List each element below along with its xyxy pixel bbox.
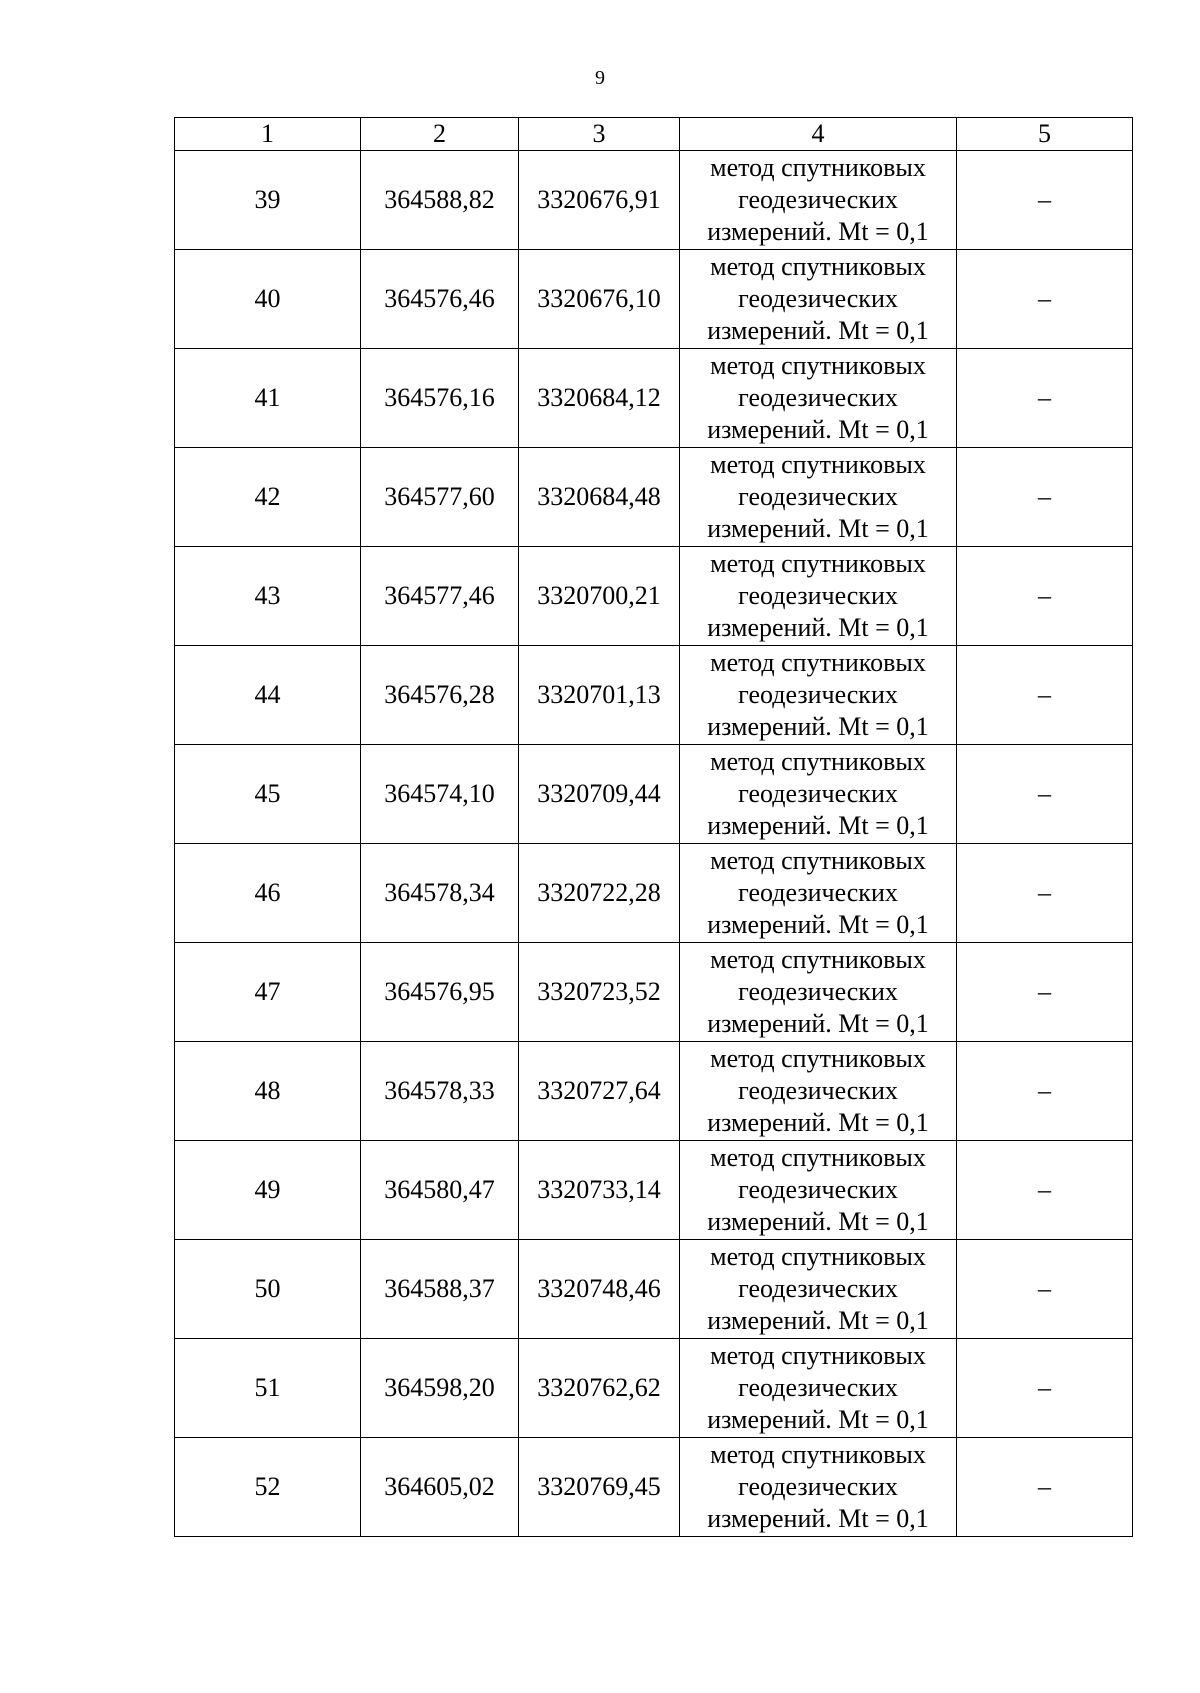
note-cell: – [957, 1042, 1133, 1141]
method-line: измерений. Mt = 0,1 [707, 712, 929, 741]
point-number-cell: 39 [175, 151, 361, 250]
point-number-cell: 41 [175, 349, 361, 448]
x-coordinate-cell: 364576,46 [361, 250, 519, 349]
method-line: измерений. Mt = 0,1 [707, 1504, 929, 1533]
x-coordinate-cell: 364576,28 [361, 646, 519, 745]
table-row [175, 1438, 1133, 1537]
x-coordinate-cell: 364577,46 [361, 547, 519, 646]
table-row [175, 745, 1133, 844]
y-coordinate-cell: 3320676,10 [519, 250, 680, 349]
point-number-cell: 45 [175, 745, 361, 844]
y-coordinate-cell: 3320684,12 [519, 349, 680, 448]
method-line: геодезических [738, 1274, 898, 1303]
column-header-1: 1 [175, 118, 361, 151]
point-number-cell: 46 [175, 844, 361, 943]
method-line: измерений. Mt = 0,1 [707, 514, 929, 543]
method-line: геодезических [738, 1472, 898, 1501]
method-line: измерений. Mt = 0,1 [707, 1405, 929, 1434]
method-cell [680, 250, 957, 349]
table-row [175, 1240, 1133, 1339]
x-coordinate-cell: 364578,33 [361, 1042, 519, 1141]
table-row [175, 250, 1133, 349]
method-cell [680, 1438, 957, 1537]
note-cell: – [957, 151, 1133, 250]
point-number-cell: 49 [175, 1141, 361, 1240]
method-line: геодезических [738, 383, 898, 412]
table-row [175, 349, 1133, 448]
method-line: геодезических [738, 878, 898, 907]
x-coordinate-cell: 364577,60 [361, 448, 519, 547]
method-line: измерений. Mt = 0,1 [707, 415, 929, 444]
method-cell [680, 646, 957, 745]
method-line: измерений. Mt = 0,1 [707, 1108, 929, 1137]
method-cell [680, 1339, 957, 1438]
method-line: метод спутниковых [710, 450, 926, 479]
x-coordinate-cell: 364580,47 [361, 1141, 519, 1240]
column-header-3: 3 [519, 118, 680, 151]
method-line: метод спутниковых [710, 1143, 926, 1172]
y-coordinate-cell: 3320727,64 [519, 1042, 680, 1141]
point-number-cell: 52 [175, 1438, 361, 1537]
method-cell [680, 448, 957, 547]
x-coordinate-cell: 364574,10 [361, 745, 519, 844]
method-line: метод спутниковых [710, 1242, 926, 1271]
method-line: измерений. Mt = 0,1 [707, 1009, 929, 1038]
method-line: метод спутниковых [710, 1044, 926, 1073]
method-line: геодезических [738, 779, 898, 808]
y-coordinate-cell: 3320733,14 [519, 1141, 680, 1240]
point-number-cell: 44 [175, 646, 361, 745]
table-row [175, 448, 1133, 547]
method-line: геодезических [738, 680, 898, 709]
point-number-cell: 50 [175, 1240, 361, 1339]
method-line: геодезических [738, 581, 898, 610]
method-line: геодезических [738, 185, 898, 214]
note-cell: – [957, 1339, 1133, 1438]
method-cell [680, 844, 957, 943]
method-line: метод спутниковых [710, 846, 926, 875]
y-coordinate-cell: 3320701,13 [519, 646, 680, 745]
note-cell: – [957, 250, 1133, 349]
table-row [175, 547, 1133, 646]
table-row [175, 1339, 1133, 1438]
method-line: метод спутниковых [710, 1341, 926, 1370]
table-row [175, 646, 1133, 745]
column-header-2: 2 [361, 118, 519, 151]
note-cell: – [957, 844, 1133, 943]
x-coordinate-cell: 364576,16 [361, 349, 519, 448]
y-coordinate-cell: 3320723,52 [519, 943, 680, 1042]
note-cell: – [957, 646, 1133, 745]
method-line: метод спутниковых [710, 747, 926, 776]
point-number-cell: 42 [175, 448, 361, 547]
method-cell [680, 1240, 957, 1339]
method-line: метод спутниковых [710, 1440, 926, 1469]
note-cell: – [957, 943, 1133, 1042]
table-row [175, 844, 1133, 943]
method-line: метод спутниковых [710, 549, 926, 578]
method-cell [680, 349, 957, 448]
point-number-cell: 43 [175, 547, 361, 646]
method-line: измерений. Mt = 0,1 [707, 1306, 929, 1335]
method-line: геодезических [738, 977, 898, 1006]
y-coordinate-cell: 3320709,44 [519, 745, 680, 844]
method-line: измерений. Mt = 0,1 [707, 811, 929, 840]
note-cell: – [957, 1141, 1133, 1240]
column-header-4: 4 [680, 118, 957, 151]
note-cell: – [957, 448, 1133, 547]
x-coordinate-cell: 364605,02 [361, 1438, 519, 1537]
y-coordinate-cell: 3320700,21 [519, 547, 680, 646]
coordinates-table [174, 117, 1133, 1537]
page-number: 9 [595, 67, 605, 89]
method-cell [680, 547, 957, 646]
note-cell: – [957, 1438, 1133, 1537]
table-row [175, 1042, 1133, 1141]
note-cell: – [957, 547, 1133, 646]
point-number-cell: 40 [175, 250, 361, 349]
method-line: геодезических [738, 1076, 898, 1105]
table-header [175, 118, 1133, 151]
method-line: геодезических [738, 1175, 898, 1204]
method-line: метод спутниковых [710, 153, 926, 182]
method-line: измерений. Mt = 0,1 [707, 316, 929, 345]
table-row [175, 151, 1133, 250]
method-cell [680, 151, 957, 250]
x-coordinate-cell: 364598,20 [361, 1339, 519, 1438]
x-coordinate-cell: 364588,82 [361, 151, 519, 250]
point-number-cell: 51 [175, 1339, 361, 1438]
y-coordinate-cell: 3320722,28 [519, 844, 680, 943]
note-cell: – [957, 349, 1133, 448]
method-line: метод спутниковых [710, 648, 926, 677]
y-coordinate-cell: 3320748,46 [519, 1240, 680, 1339]
method-line: метод спутниковых [710, 945, 926, 974]
header-row [175, 118, 1133, 151]
method-cell [680, 1141, 957, 1240]
method-line: измерений. Mt = 0,1 [707, 613, 929, 642]
table-body [175, 151, 1133, 1537]
y-coordinate-cell: 3320676,91 [519, 151, 680, 250]
x-coordinate-cell: 364576,95 [361, 943, 519, 1042]
column-header-5: 5 [957, 118, 1133, 151]
method-line: геодезических [738, 284, 898, 313]
note-cell: – [957, 745, 1133, 844]
x-coordinate-cell: 364588,37 [361, 1240, 519, 1339]
method-line: метод спутниковых [710, 252, 926, 281]
method-line: измерений. Mt = 0,1 [707, 217, 929, 246]
y-coordinate-cell: 3320769,45 [519, 1438, 680, 1537]
method-line: измерений. Mt = 0,1 [707, 1207, 929, 1236]
point-number-cell: 48 [175, 1042, 361, 1141]
method-cell [680, 1042, 957, 1141]
method-line: геодезических [738, 482, 898, 511]
method-line: измерений. Mt = 0,1 [707, 910, 929, 939]
method-line: метод спутниковых [710, 351, 926, 380]
method-line: геодезических [738, 1373, 898, 1402]
y-coordinate-cell: 3320684,48 [519, 448, 680, 547]
method-cell [680, 943, 957, 1042]
table-row [175, 1141, 1133, 1240]
note-cell: – [957, 1240, 1133, 1339]
table-row [175, 943, 1133, 1042]
x-coordinate-cell: 364578,34 [361, 844, 519, 943]
method-cell [680, 745, 957, 844]
y-coordinate-cell: 3320762,62 [519, 1339, 680, 1438]
point-number-cell: 47 [175, 943, 361, 1042]
